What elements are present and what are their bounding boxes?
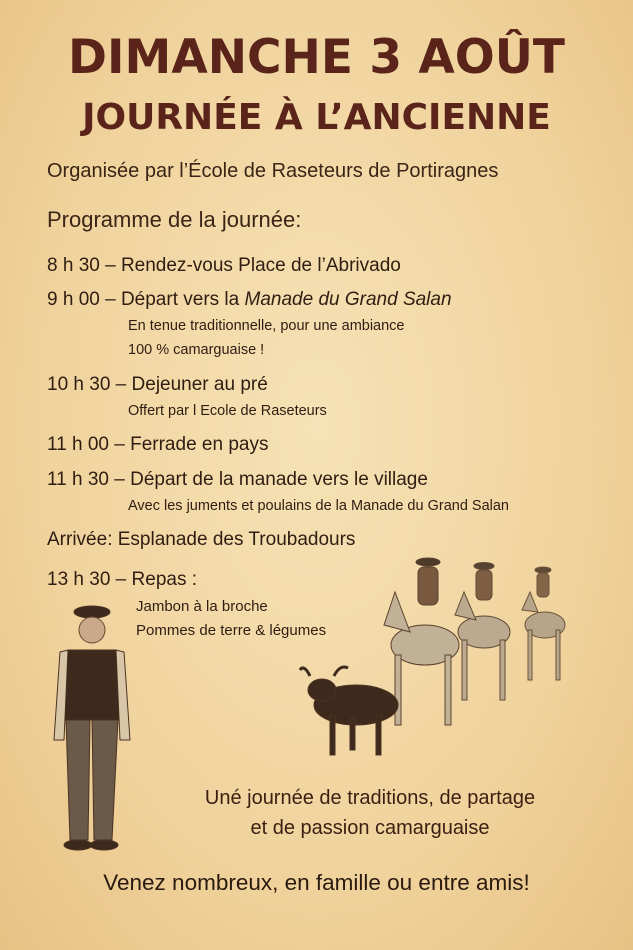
call-to-action: Venez nombreux, en famille ou entre amis! <box>103 870 530 895</box>
schedule-label: Ferrade en pays <box>130 434 269 455</box>
schedule-time: 10 h 30 <box>47 374 111 395</box>
schedule-time: 9 h 00 <box>47 289 100 310</box>
rider-far-icon <box>522 567 565 680</box>
schedule-label: Dejeuner au pré <box>131 374 268 395</box>
schedule-item-1: 9 h 00 – Départ vers la Manade du Grand Salan <box>47 289 452 310</box>
schedule-label: Départ de la manade vers le village <box>130 469 428 490</box>
schedule-note: Jambon à la broche <box>136 598 268 615</box>
schedule-label: Rendez-vous Place de l’Abrivado <box>120 255 401 276</box>
closing-line-1: Uné journée de traditions, de partage <box>204 787 536 809</box>
bull-icon <box>300 667 398 755</box>
schedule-separator: : <box>107 529 118 550</box>
standing-man-icon <box>54 606 130 850</box>
organizer-line: Organisée par l’École de Raseteurs de Portiragnes <box>47 160 499 182</box>
schedule-note: En tenue traditionnelle, pour une ambiance <box>128 318 405 334</box>
schedule-label: Repas : <box>131 569 198 590</box>
title-event: JOURNÉE À L’ANCIENNE <box>82 97 551 138</box>
schedule-label: Esplanade des Troubadours <box>117 529 356 550</box>
schedule-time: 8 h 30 <box>47 255 100 276</box>
schedule-item-4: 11 h 30 – Départ de la manade vers le village <box>47 469 428 490</box>
schedule-label: Départ vers la <box>120 289 245 310</box>
schedule-note: Offert par l Ecole de Raseteurs <box>128 403 327 419</box>
schedule-note: Pommes de terre & légumes <box>136 622 327 639</box>
schedule-note: Avec les juments et poulains de la Manade du Grand Salan <box>128 498 510 514</box>
schedule-item-2: 10 h 30 – Dejeuner au pré <box>47 374 268 395</box>
schedule-label-italic: Manade du Grand Salan <box>244 289 452 310</box>
schedule-item-3: 11 h 00 – Ferrade en pays <box>47 434 269 455</box>
closing-line-2: et de passion camarguaise <box>250 817 490 839</box>
schedule-time: Arrivée <box>47 529 108 550</box>
rider-middle-icon <box>455 563 510 701</box>
schedule-time: 13 h 30 <box>47 569 111 590</box>
program-heading: Programme de la journée: <box>47 207 302 232</box>
schedule-item-0: 8 h 30 – Rendez-vous Place de l’Abrivado <box>47 255 401 276</box>
title-date: DIMANCHE 3 AOÛT <box>68 30 565 85</box>
schedule-item-6: 13 h 30 – Repas : <box>47 569 198 590</box>
schedule-note: 100 % camarguaise ! <box>128 342 265 358</box>
schedule-time: 11 h 30 <box>47 469 109 490</box>
schedule-time: 11 h 00 <box>47 434 109 455</box>
